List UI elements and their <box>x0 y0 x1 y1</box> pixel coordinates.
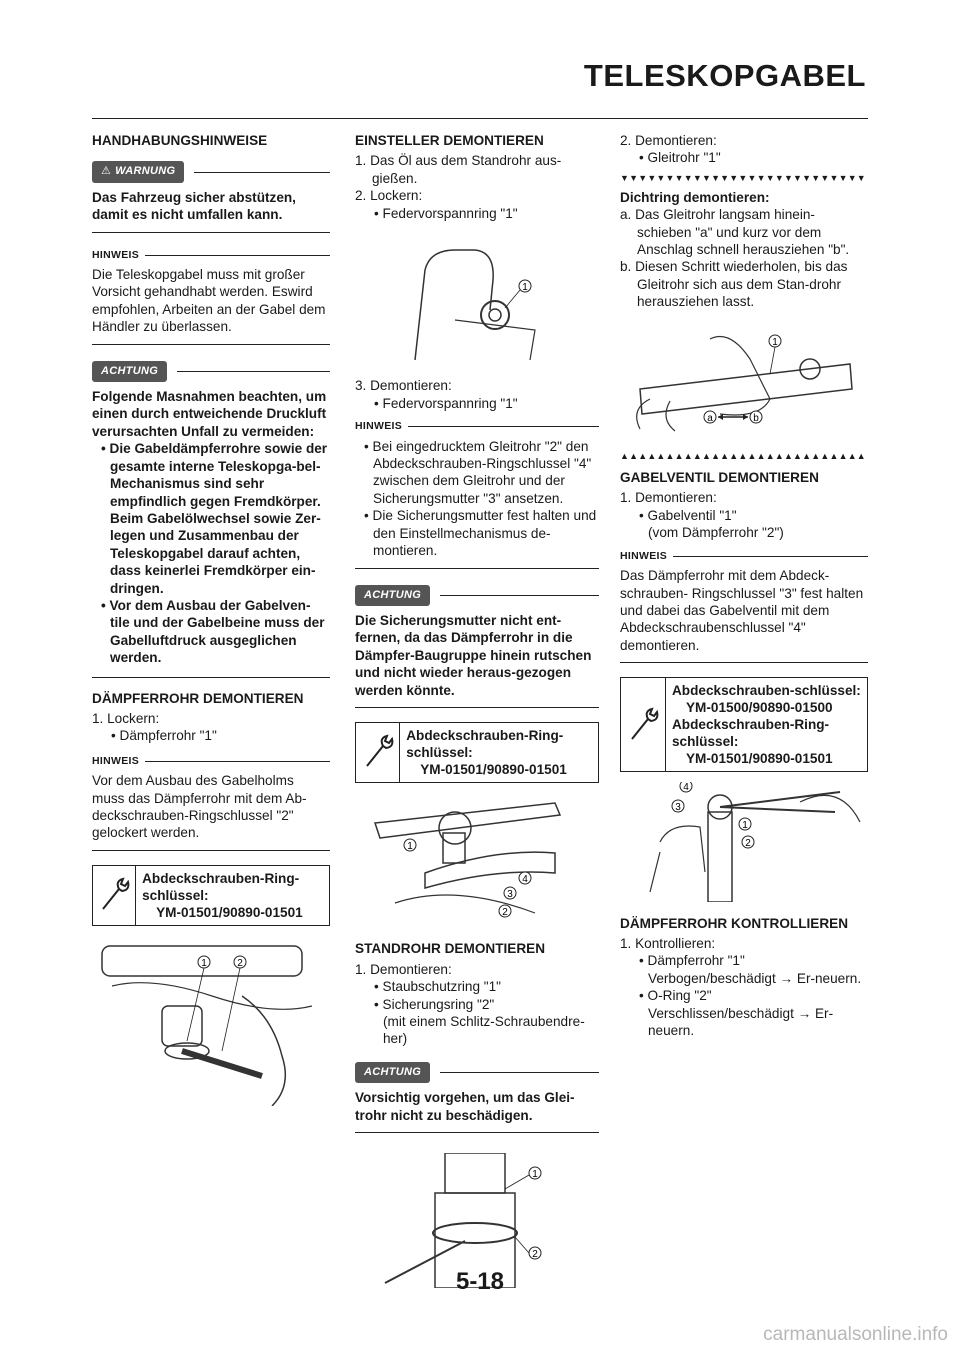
tool-code: YM-01501/90890-01501 <box>420 761 567 777</box>
tool-name: Abdeckschrauben-schlüssel: <box>671 683 861 699</box>
subheading-dichtring: Dichtring demontieren: <box>620 189 770 205</box>
procedure-end-marker: ▲▲▲▲▲▲▲▲▲▲▲▲▲▲▲▲▲▲▲▲▲▲▲▲▲▲▲ <box>620 451 866 462</box>
hinweis-label-row <box>620 548 868 565</box>
divider <box>408 426 599 427</box>
tool-name: Abdeckschrauben-Ring-schlüssel: <box>142 870 300 903</box>
achtung-badge: ACHTUNG <box>92 361 167 382</box>
achtung-bullet-2: • Vor dem Ausbau der Gabelven-tile und der Gabelbeine muss der Gabelluftdruck ausgeglichen werden. <box>101 597 325 666</box>
step: 1. Das Öl aus dem Standrohr aus-gießen. <box>355 153 562 186</box>
achtung-intro: Folgende Masnahmen beachten, um einen durch entweichende Druckluft verursachten Unfall zu vermeiden: <box>92 389 327 439</box>
hinweis-label-row <box>92 753 330 770</box>
illustration-fork-valve <box>620 782 868 906</box>
callout-1: 1 <box>407 840 413 852</box>
divider <box>92 344 330 345</box>
hinweis-label-row <box>355 418 599 435</box>
callout-a: a <box>707 412 713 424</box>
wrench-icon <box>621 678 666 771</box>
bullet: • Gabelventil "1" <box>639 507 737 523</box>
section-heading-gabelventil: GABELVENTIL DEMONTIEREN <box>620 470 819 486</box>
illustration-preload-ring <box>355 230 599 369</box>
section-heading-handling: HANDHABUNGSHINWEISE <box>92 133 268 148</box>
tool-text <box>666 678 867 771</box>
divider <box>92 850 330 851</box>
section-heading-standrohr: STANDROHR DEMONTIEREN <box>355 941 546 957</box>
step: 1. Demontieren: <box>355 961 452 977</box>
step: 2. Demontieren: <box>620 133 717 148</box>
callout-2: 2 <box>532 1249 538 1260</box>
warning-label: WARNUNG <box>115 165 176 178</box>
watermark: carmanualsonline.info <box>763 1324 948 1345</box>
divider <box>355 1132 599 1133</box>
callout-1: 1 <box>742 820 748 832</box>
hinweis-bullet: • Bei eingedrucktem Gleitrohr "2" den Abdeckschrauben-Ringschlussel "4" zwischen dem Gleitrohr und der Sicherungsmutter "3" ansetzen. <box>364 438 592 506</box>
section-heading-daempfer: DÄMPFERROHR DEMONTIEREN <box>92 690 304 706</box>
achtung-text: Die Sicherungsmutter nicht ent-fernen, da das Dämpferrohr in die Dämpfer-Baugruppe hinein rutschen und nicht wieder heraus-gezogen werden könnte. <box>355 612 592 698</box>
section-heading-einsteller: EINSTELLER DEMONTIEREN <box>355 133 544 148</box>
bullet: • O-Ring "2" <box>639 988 712 1004</box>
bullet: • Gleitrohr "1" <box>639 150 721 166</box>
step: 1. Kontrollieren: <box>620 935 716 951</box>
callout-4: 4 <box>522 873 528 885</box>
warning-badge <box>92 161 184 182</box>
hinweis-text: Die Teleskopgabel muss mit großer Vorsicht gehandhabt werden. Eswird empfohlen, Arbeiten an der Gabel dem Händler zu überlassen. <box>92 267 326 335</box>
section-heading-kontroll: DÄMPFERROHR KONTROLLIEREN <box>620 915 849 931</box>
wrench-icon <box>356 723 400 782</box>
bullet: • Dämpferrohr "1" <box>639 953 745 969</box>
divider <box>145 761 330 762</box>
bullet: • Staubschutzring "1" <box>374 979 502 995</box>
callout-4: 4 <box>683 782 689 794</box>
hinweis-label: HINWEIS <box>92 248 140 261</box>
illustration-slide-tube <box>620 319 868 443</box>
hinweis-text: Vor dem Ausbau des Gabelholms muss das Dämpferrohr mit dem Ab-deckschrauben-Ringschlussel "2" gelockert werden. <box>92 773 307 841</box>
achtung-badge: ACHTUNG <box>355 585 430 606</box>
bullet-note: (mit einem Schlitz-Schraubendre-her) <box>383 1013 585 1047</box>
bullet: • Dämpferrohr "1" <box>111 728 217 744</box>
step: 1. Lockern: <box>92 710 160 726</box>
column-2 <box>355 132 599 1300</box>
callout-3: 3 <box>507 888 513 900</box>
divider <box>177 371 330 372</box>
tool-code: YM-01501/90890-01501 <box>156 904 303 920</box>
tool-name: Abdeckschrauben-Ring-schlüssel: <box>671 717 830 750</box>
column-1 <box>92 132 330 1118</box>
tool-code: YM-01501/90890-01501 <box>685 751 833 767</box>
illustration-damper-loosen <box>92 936 330 1110</box>
achtung-label-row <box>92 361 330 382</box>
callout-1: 1 <box>522 282 528 294</box>
substep-a: a. Das Gleitrohr langsam hinein-schieben "a" und kurz vor dem Anschlag schnell herausziehen "b". <box>620 207 850 258</box>
divider <box>145 255 330 256</box>
divider <box>92 677 330 678</box>
hinweis-bullet: • Die Sicherungsmutter fest halten und den Einstellmechanismus de-montieren. <box>364 508 597 559</box>
hinweis-label: HINWEIS <box>92 754 140 767</box>
tool-text <box>136 866 329 925</box>
divider <box>440 1072 599 1073</box>
wrench-icon <box>93 866 136 925</box>
callout-b: b <box>753 412 759 424</box>
divider <box>620 662 868 663</box>
callout-1: 1 <box>772 336 778 348</box>
illustration-adjuster-remove <box>355 793 599 932</box>
title-rule <box>92 118 868 119</box>
achtung-text: Vorsichtig vorgehen, um das Glei-trohr nicht zu beschädigen. <box>355 1090 575 1123</box>
tool-code: YM-01500/90890-01500 <box>685 700 833 716</box>
achtung-label-row <box>355 1062 599 1083</box>
callout-2: 2 <box>745 838 751 850</box>
step: 1. Demontieren: <box>620 490 717 506</box>
special-tool-box <box>620 677 868 772</box>
divider <box>194 172 330 173</box>
achtung-badge: ACHTUNG <box>355 1062 430 1083</box>
divider <box>355 568 599 569</box>
special-tool-box <box>92 865 330 926</box>
page-title: TELESKOPGABEL <box>583 58 866 93</box>
step: 3. Demontieren: <box>355 378 452 394</box>
step: 2. Lockern: <box>355 188 423 204</box>
callout-2: 2 <box>237 957 243 969</box>
hinweis-label-row <box>92 247 330 264</box>
hinweis-text: Das Dämpferrohr mit dem Abdeck-schrauben- Ringschlussel "3" fest halten und dabei das Gabelventil mit dem Abdeckschraubenschlussel "4" demontieren. <box>620 568 864 653</box>
tool-name: Abdeckschrauben-Ring-schlüssel: <box>406 727 564 760</box>
hinweis-label: HINWEIS <box>355 420 403 433</box>
callout-2: 2 <box>502 906 508 918</box>
callout-1: 1 <box>201 957 207 969</box>
page-number: 5-18 <box>455 1268 505 1295</box>
bullet: • Sicherungsring "2" <box>374 996 495 1012</box>
callout-3: 3 <box>675 802 681 814</box>
warning-text: Das Fahrzeug sicher abstützen, damit es nicht umfallen kann. <box>92 189 296 223</box>
bullet: • Federvorspannring "1" <box>374 395 518 411</box>
special-tool-box <box>355 722 599 783</box>
hinweis-label: HINWEIS <box>620 549 668 562</box>
divider <box>673 556 868 557</box>
bullet-note: Verbogen/beschädigt → Er-neuern. <box>648 970 862 986</box>
bullet: • Federvorspannring "1" <box>374 205 518 221</box>
warning-label-row <box>92 161 330 182</box>
achtung-label-row <box>355 585 599 606</box>
divider <box>440 595 599 596</box>
callout-1: 1 <box>532 1169 538 1180</box>
column-3 <box>620 132 868 1039</box>
tool-text <box>400 723 598 782</box>
achtung-bullet-1: • Die Gabeldämpferrohre sowie der gesamte interne Teleskopga-bel- Mechanismus sind sehr empfindlich gegen Fremdkörper. Beim Gabelölwechsel sowie Zer-legen und Zusammenbau der Teleskopgabel darauf achten, dass keinerlei Fremdkörper ein-dringen. <box>101 441 328 596</box>
bullet-note: (vom Dämpferrohr "2") <box>648 525 784 541</box>
divider <box>355 707 599 708</box>
substep-b: b. Diesen Schritt wiederholen, bis das Gleitrohr sich aus dem Stan-drohr herausziehen lasst. <box>620 259 848 310</box>
procedure-start-marker: ▼▼▼▼▼▼▼▼▼▼▼▼▼▼▼▼▼▼▼▼▼▼▼▼▼▼▼ <box>620 172 866 183</box>
bullet-note: Verschlissen/beschädigt → Er-neuern. <box>648 1005 834 1038</box>
warning-triangle-icon: ⚠ <box>101 165 112 178</box>
divider <box>92 232 330 233</box>
